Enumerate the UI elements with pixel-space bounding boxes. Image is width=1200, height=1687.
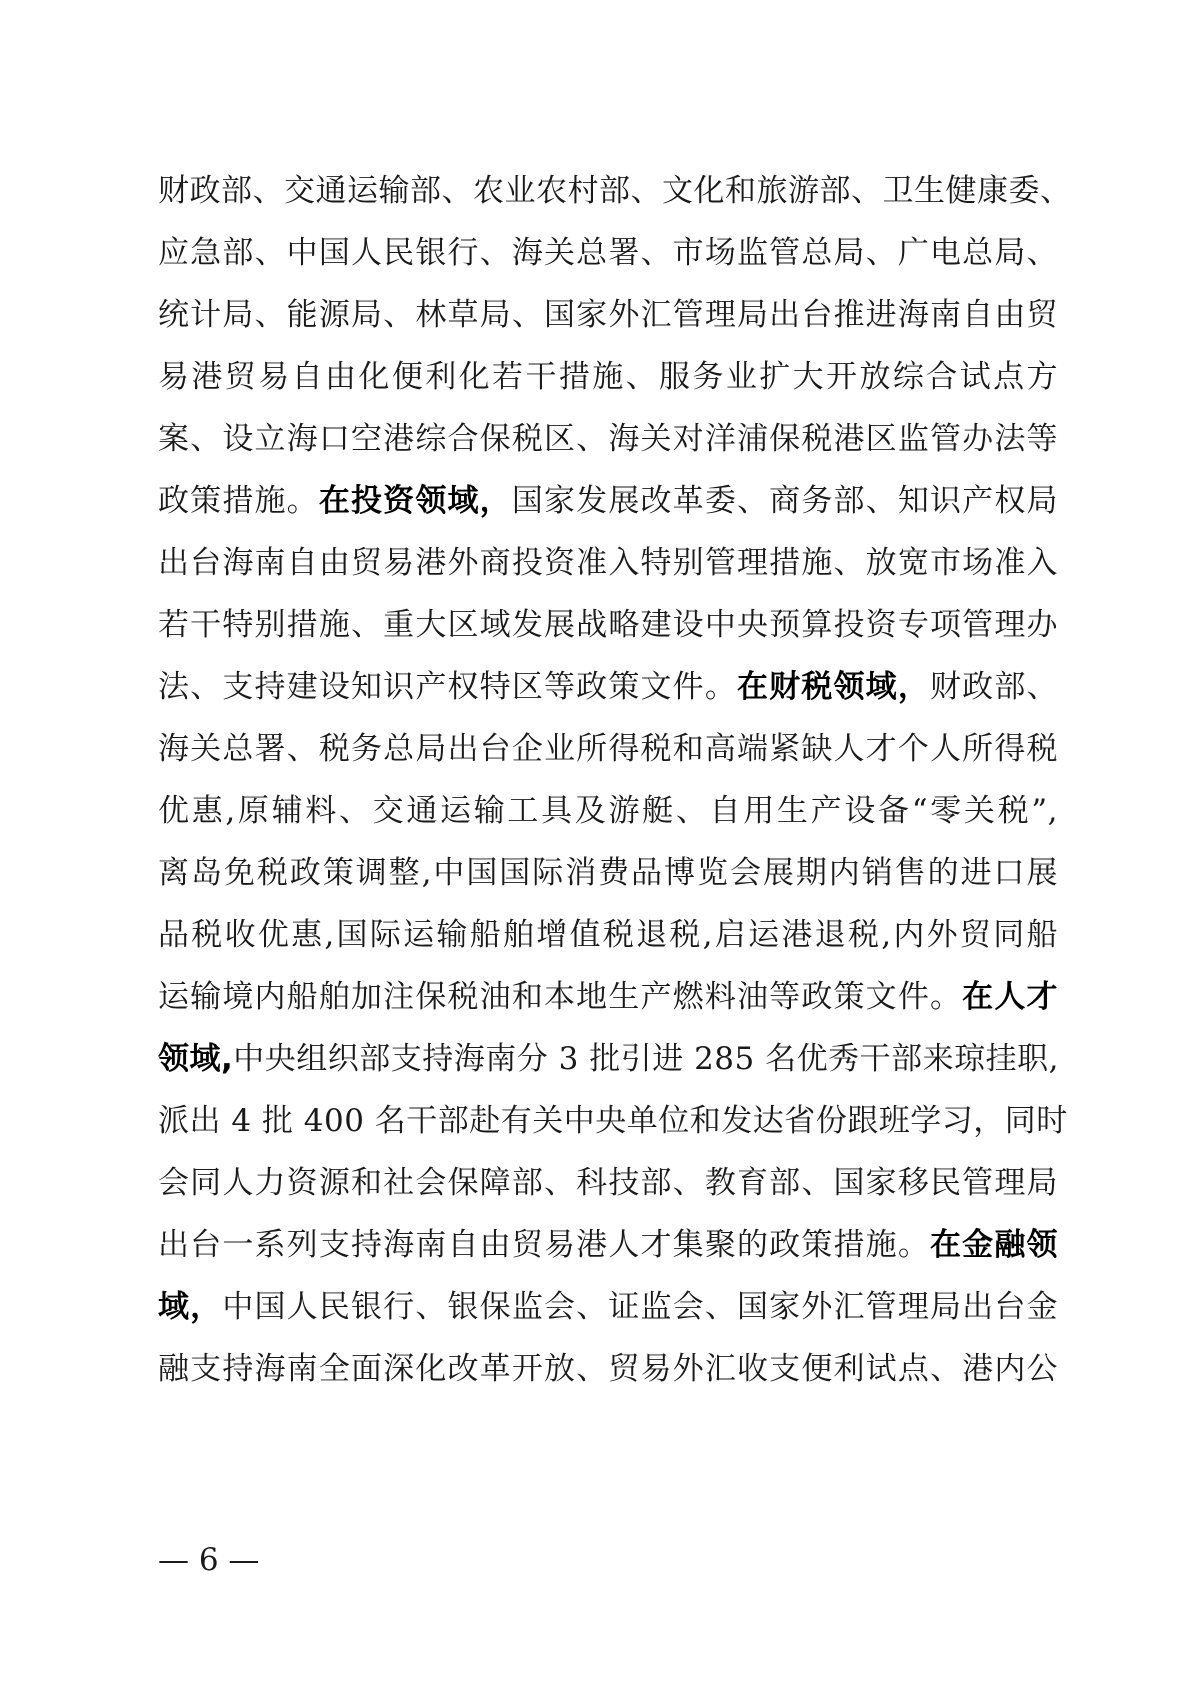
body-line xyxy=(158,848,1058,898)
line-text: 国家发展改革委、商务部、知识产权局 xyxy=(511,483,1059,519)
section-heading-finance: 在金融领 xyxy=(930,1227,1058,1263)
body-line xyxy=(158,1344,1058,1394)
body-line xyxy=(158,476,1058,526)
line-text: 离岛免税政策调整,中国国际消费品博览会展期内销售的进口展 xyxy=(158,855,1058,891)
body-line xyxy=(158,228,1058,278)
section-heading-fiscal-tax: 在财税领域， xyxy=(737,669,930,705)
line-text: 应急部、中国人民银行、海关总署、市场监管总局、广电总局、 xyxy=(158,235,1058,271)
body-line xyxy=(158,1220,1058,1270)
line-text: 易港贸易自由化便利化若干措施、服务业扩大开放综合试点方 xyxy=(158,359,1058,395)
section-heading-finance-cont: 域， xyxy=(158,1289,223,1325)
line-text: 海关总署、税务总局出台企业所得税和高端紧缺人才个人所得税 xyxy=(158,731,1058,767)
body-line xyxy=(158,600,1058,650)
line-text: 运输境内船舶加注保税油和本地生产燃料油等政策文件。 xyxy=(158,979,963,1015)
line-text: 派出 4 批 400 名干部赴有关中央单位和发达省份跟班学习，同时 xyxy=(158,1103,1068,1139)
line-text: 中国人民银行、银保监会、证监会、国家外汇管理局出台金 xyxy=(222,1289,1059,1325)
body-line xyxy=(158,352,1058,402)
line-text: 若干特别措施、重大区域发展战略建设中央预算投资专项管理办 xyxy=(158,607,1058,643)
body-line xyxy=(158,414,1058,464)
body-line xyxy=(158,1096,1068,1146)
line-text: 统计局、能源局、林草局、国家外汇管理局出台推进海南自由贸 xyxy=(158,297,1058,333)
section-heading-talent-cont: 领域, xyxy=(158,1041,234,1077)
line-text: 财政部、交通运输部、农业农村部、文化和旅游部、卫生健康委、 xyxy=(158,173,1072,209)
body-line xyxy=(158,1034,1058,1084)
line-text: 法、支持建设知识产权特区等政策文件。 xyxy=(158,669,737,705)
line-text: 品税收优惠,国际运输船舶增值税退税,启运港退税,内外贸同船 xyxy=(158,917,1058,953)
line-text: 融支持海南全面深化改革开放、贸易外汇收支便利试点、港内公 xyxy=(158,1351,1058,1387)
body-line xyxy=(158,910,1058,960)
body-line xyxy=(158,290,1058,340)
body-line xyxy=(158,786,1058,836)
body-line xyxy=(158,1158,1058,1208)
body-line xyxy=(158,1282,1058,1332)
body-line xyxy=(158,538,1058,588)
line-text: 案、设立海口空港综合保税区、海关对洋浦保税港区监管办法等 xyxy=(158,421,1058,457)
section-heading-talent: 在人才 xyxy=(962,979,1059,1015)
page-number: — 6 — xyxy=(158,1542,260,1578)
line-text: 会同人力资源和社会保障部、科技部、教育部、国家移民管理局 xyxy=(158,1165,1058,1201)
body-line xyxy=(158,662,1058,712)
line-text: 优惠,原辅料、交通运输工具及游艇、自用生产设备“零关税”, xyxy=(158,793,1058,829)
line-text: 中央组织部支持海南分 3 批引进 285 名优秀干部来琼挂职, xyxy=(233,1041,1059,1077)
line-text: 出台一系列支持海南自由贸易港人才集聚的政策措施。 xyxy=(158,1227,930,1263)
line-text: 财政部、 xyxy=(930,669,1058,705)
line-text: 政策措施。 xyxy=(158,483,319,519)
body-line xyxy=(158,166,1072,216)
body-line xyxy=(158,724,1058,774)
body-line xyxy=(158,972,1058,1022)
line-text: 出台海南自由贸易港外商投资准入特别管理措施、放宽市场准入 xyxy=(158,545,1058,581)
section-heading-investment: 在投资领域， xyxy=(318,483,512,519)
